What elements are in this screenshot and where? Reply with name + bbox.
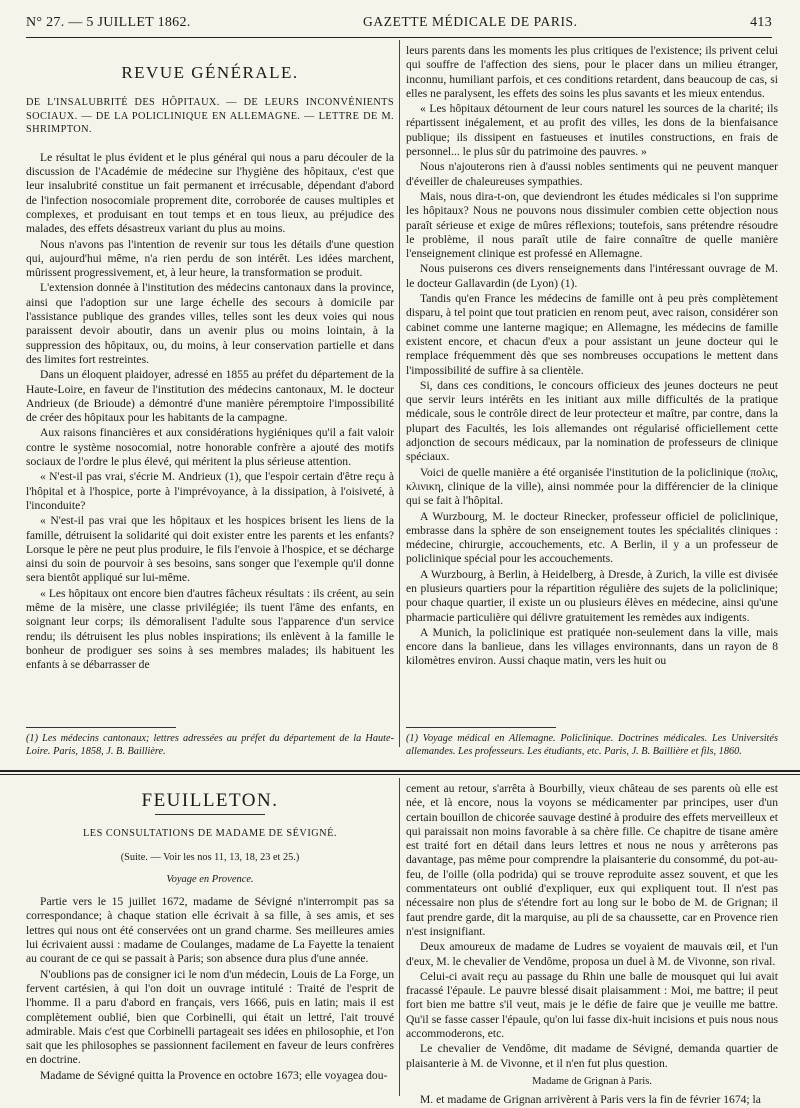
footnote-rule-left — [26, 727, 176, 728]
paragraph: Deux amoureux de madame de Ludres se voyaient de mauvais œil, et l'un d'eux, M. le chevalier de Vendôme, proposa un duel à M. de Vivonne, son rival. — [406, 940, 778, 968]
feuilleton-rule — [0, 770, 800, 772]
paragraph: Nous puiserons ces divers renseignements dans l'intéressant ouvrage de M. le docteur Gallavardin (de Lyon) (1). — [406, 262, 778, 290]
paragraph: « N'est-il pas vrai que les hôpitaux et les hospices brisent les liens de la famille, détruisent la solidarité qui doit exister entre les parents et les enfants? Lorsque le père ne peut plus produire, le fils l'envoie à l'hospice, et se décharge ainsi du soin de pourvoir à ses besoins, sans songer que l'exemple qu'il donne sera bientôt appliqué sur lui-même. — [26, 514, 394, 585]
paragraph: Madame de Sévigné quitta la Provence en octobre 1673; elle voyagea dou- — [40, 1068, 388, 1082]
paragraph: L'extension donnée à l'institution des médecins cantonaux dans la province, ainsi que l'adoption sur une large échelle des secours à domicile par l'assistance publique des grandes villes, telles sont les deux voies qui nous paraissent devoir aboutir, dans un avenir plus ou moins lointain, à la suppression des hôpitaux, ou, du moins, à leur conservation partielle et dans des limites fort restreintes. — [26, 281, 394, 366]
paragraph: Voici de quelle manière a été organisée l'institution de la policlinique (πολις, κλινικη, clinique de la ville), ainsi nommée pour la différencier de la clinique qui se fait à l'hôpital. — [406, 465, 778, 508]
paragraph: A Munich, la policlinique est pratiquée non-seulement dans la ville, mais encore dans la banlieue, dans les villages environnants, dans un rayon de 8 kilomètres environ. Aussi chaque matin, vers les huit ou — [406, 625, 778, 668]
revue-subtitle: DE L'INSALUBRITÉ DES HÔPITAUX. — DE LEURS INCONVÉNIENTS SOCIAUX. — DE LA POLICLINIQUE EN ALLEMAGNE. — LETTRE DE M. SHRIMPTON. — [26, 97, 394, 136]
paragraph: Nous n'ajouterons rien à d'aussi nobles sentiments qui ne peuvent manquer d'éveiller de chaleureuses sympathies. — [406, 160, 778, 188]
paragraph: Le chevalier de Vendôme, dit madame de Sévigné, demanda quartier de plaisanterie à M. de Vivonne, et il n'en fut plus question. — [406, 1042, 778, 1070]
feuilleton-title: FEUILLETON. — [141, 790, 279, 811]
page-number: 413 — [750, 15, 772, 30]
paragraph: Mais, nous dira-t-on, que deviendront les études médicales si l'on supprime les hôpitaux? Nous ne pouvons nous dissimuler combien cette objection nous paraît sérieuse et exige de mûres réflexions; toutefois, sans prétendre résoudre le problème, il nous paraît utile de faire connaître de quelle manière l'enseignement clinique est professé en Allemagne. — [406, 189, 778, 261]
feuilleton-right-column — [406, 782, 778, 1107]
section-heading: Madame de Grignan à Paris. — [532, 1075, 652, 1087]
feuilleton-subtitle: LES CONSULTATIONS DE MADAME DE SÉVIGNÉ. — [83, 828, 337, 840]
paragraph: Celui-ci avait reçu au passage du Rhin une balle de mousquet qui lui avait fracassé l'épaule. Le pauvre blessé disait plaisamment : Moi, me battre; il peut fort bien me battre s'il veut, mais je le défie de faire que je veuille me battre. Qu'il se fasse casser l'épaule, qu'on lui fasse dix-huit incisions et puis nous nous accommoderons, etc. — [406, 969, 778, 1041]
paragraph: « N'est-il pas vrai, s'écrie M. Andrieux (1), que l'espoir certain d'être reçu à l'hôpital et à l'hospice, porte à l'imprévoyance, à la dissipation, à l'oisiveté, à l'inconduite? — [26, 470, 394, 512]
paragraph: Dans un éloquent plaidoyer, adressé en 1855 au préfet du département de la Haute-Loire, en faveur de l'institution des médecins cantonaux, M. le docteur Andrieux (de Brioude) a démontré d'une manière péremptoire l'impossibilité de créer des hôpitaux pour les habitants de la campagne. — [26, 368, 394, 425]
header-rule — [26, 37, 772, 38]
revue-title: REVUE GÉNÉRALE. — [121, 63, 299, 82]
paragraph: « Les hôpitaux détournent de leur cours naturel les sources de la charité; ils répartissent inégalement, et au profit des villes, les dons de la bienfaisance publique; ils dissipent en fastueuses et inutiles constructions, en frais de personnel... le plus sûr du patrimoine des pauvres. » — [406, 102, 778, 159]
issue-date: N° 27. — 5 JUILLET 1862. — [26, 15, 191, 30]
running-head — [26, 14, 772, 34]
paragraph: Aux raisons financières et aux considérations hygiéniques qu'il a fait valoir contre le système nosocomial, notre honorable confrère a ajouté des motifs sociaux de l'ordre le plus élevé, qui méritent la plus sérieuse attention. — [26, 426, 394, 469]
paragraph: Le résultat le plus évident et le plus général qui nous a paru découler de la discussion de l'Académie de médecine sur l'hygiène des hôpitaux, c'est que leur insalubrité constitue un fait permanent et irrécusable, dépendant d'abord de l'infection nosocomiale proprement dite, corroborée de causes multiples et complexes, et produisant en tout temps et en tous lieux, au préjudice des malades, des effets désastreux variant du plus au moins. — [26, 150, 394, 236]
paragraph: M. et madame de Grignan arrivèrent à Paris vers la fin de février 1674; la — [420, 1093, 761, 1107]
revue-right-column — [406, 44, 778, 714]
feuilleton-left-column — [26, 784, 394, 1090]
feuilleton-place: Voyage en Provence. — [166, 873, 254, 885]
paragraph: N'oublions pas de consigner ici le nom d'un médecin, Louis de La Forge, un fervent cartésien, à qui l'on doit un ouvrage intitulé : Traité de l'esprit de l'homme. Il a paru d'abord en français, vers 1666, puis en latin; mais il est complètement oublié, bien que Corbinelli, qui était un lettré, l'ait trouvé admirable. Mais c'est que Corbinelli partageait ses idées en philosophie, et l'on sait que les philosophes se passionnent facilement en faveur de leurs confrères en doctrine. — [26, 967, 394, 1067]
paragraph: Si, dans ces conditions, le concours officieux des jeunes docteurs ne peut que servir leurs intérêts en les initiant aux mille difficultés de la pratique médicale, sous le contrôle direct de leur protecteur et maître, par contre, dans la plupart des Facultés, les lois allemandes ont régularisé officiellement cette adjonction de secours médicaux, par la nomination de professeurs de clinique spéciaux. — [406, 378, 778, 464]
paragraph: cement au retour, s'arrêta à Bourbilly, vieux château de ses parents où elle est née, et là encore, nous la voyons se médicamenter par principes, user d'un certain bouillon de chicorée sauvage destiné à produire des effets merveilleux et qui paraissait non moins favorable à sa chère fille. Ce chapitre de tisane amère est traité fort en détail dans leurs lettres et nous ne nous y arrêterons pas davantage, pas même pour comprendre la plaisanterie du consommé, du pot-au-feu, de l'oille (olla podrida) qui se trouve reproduite assez souvent, et que les commentateurs ont oublié d'expliquer, eux qui expliquent tout. Il n'est pas nécessaire non plus de s'étendre fort au long sur le bobo de M. de Grignan; il faut prendre garde, dit la marquise, au pli de sa chaussette, car en Provence rien n'est insignifiant. — [406, 782, 778, 938]
paragraph: A Wurzbourg, à Berlin, à Heidelberg, à Dresde, à Zurich, la ville est divisée en plusieurs quartiers pour la répartition régulière des sujets de la policlinique; pour chaque quartier, il existe un ou plusieurs élèves en médecine, ainsi qu'une pharmacie particulière qui délivre gratuitement les remèdes aux indigents. — [406, 567, 778, 624]
journal-title: GAZETTE MÉDICALE DE PARIS. — [363, 14, 578, 29]
feuilleton-rule-thin — [0, 774, 800, 775]
title-underline — [155, 814, 265, 815]
footnote-rule-right — [406, 727, 556, 728]
footnote-right: (1) Voyage médical en Allemagne. Policlinique. Doctrines médicales. Les Universités allemandes. Les professeurs. Les étudiants, etc. Paris, J. B. Baillière et fils, 1860. — [406, 733, 778, 757]
paragraph: Tandis qu'en France les médecins de famille ont à peu près complètement disparu, à tel point que tout praticien en renom peut, avec raison, considérer son cabinet comme une lanterne magique; en Allemagne, les médecins de famille existent encore, et chacun d'eux a pour assistant un jeune docteur qui le remplace fréquemment dès que ses nombreuses occupations le mettent dans l'impossibilité de suffire à sa clientèle. — [406, 292, 778, 377]
paragraph: A Wurzbourg, M. le docteur Rinecker, professeur officiel de policlinique, embrasse dans la sphère de son enseignement toutes les spécialités cliniques : médecine, chirurgie, accouchements, etc. A Berlin, il y a un professeur de policlinique spécial pour les accouchements. — [406, 509, 778, 566]
column-divider-bottom — [399, 778, 400, 1096]
paragraph: Partie vers le 15 juillet 1672, madame de Sévigné n'interrompit pas sa correspondance; à chaque station elle écrivait à sa fille, à ses amis, et ses lettres qui nous ont été conservées ont un grand charme. Ses meilleures amies lui écrivaient aussi : madame de Coulanges, madame de La Fayette la tenaient au courant de ce qui se passait à Paris; son absence dura plus d'une année. — [26, 895, 394, 966]
column-divider-top — [399, 40, 400, 747]
paragraph: « Les hôpitaux ont encore bien d'autres fâcheux résultats : ils créent, au sein même de la misère, une classe privilégiée; ils tuent l'âme des enfants, en soignant leur corps; ils démoralisent l'adulte sous l'apparence d'un service rendu; ils détruisent les plus nobles inspirations; ils enlèvent à la famille le bonheur de prodiguer ses soins à ses membres malades; ils habituent les enfants à se débarrasser de — [26, 586, 394, 672]
footnote-left: (1) Les médecins cantonaux; lettres adressées au préfet du département de la Haute-Loire. Paris, 1858, J. B. Baillière. — [26, 733, 394, 757]
feuilleton-suite: (Suite. — Voir les nos 11, 13, 18, 23 et 25.) — [120, 851, 300, 863]
revue-left-column — [26, 44, 394, 714]
paragraph: leurs parents dans les moments les plus critiques de l'existence; ils privent celui qui souffre de l'affection des siens, pour le placer dans un milieu étranger, inconnu, humiliant parfois, et ces conditions retardent, dans beaucoup de cas, si elles ne paralysent, les effets des soins les plus savants et les mieux entendus. — [406, 44, 778, 100]
paragraph: Nous n'avons pas l'intention de revenir sur tous les détails d'une question qui, aujourd'hui même, n'a rien perdu de son intérêt. Les idées marchent, mûrissent progressivement, et, à leur heure, la transformation se produit. — [26, 237, 394, 280]
